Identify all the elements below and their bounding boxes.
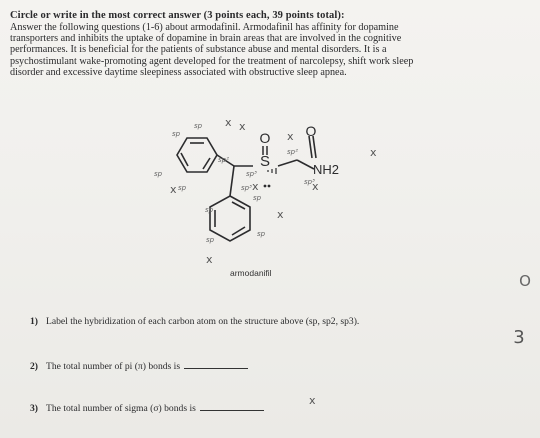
svg-text:sp: sp <box>154 170 163 178</box>
svg-text:sp: sp <box>178 184 187 192</box>
svg-text:x: x <box>206 253 213 266</box>
svg-text:x: x <box>277 208 284 221</box>
svg-text:x: x <box>225 116 232 129</box>
answer-blank[interactable] <box>184 360 248 369</box>
question-3 <box>30 402 264 414</box>
question-text: The total number of sigma (σ) bonds is <box>46 403 196 414</box>
upper-benzene-ring <box>177 138 217 172</box>
svg-text:x: x <box>312 180 319 193</box>
svg-text:x: x <box>309 394 316 407</box>
svg-text:sp: sp <box>194 122 203 130</box>
lone-pair-dot <box>268 185 271 188</box>
sulfoxide-oxygen-label: O <box>259 130 271 146</box>
intro-line: psychostimulant wake-promoting agent developed for the treatment of narcolepsy, shift work sleep <box>10 55 414 67</box>
svg-text:sp: sp <box>206 236 215 244</box>
svg-text:sp²: sp² <box>287 148 298 156</box>
question-number: 1) <box>30 316 38 327</box>
instructions-heading: Circle or write in the most correct answer (3 points each, 39 points total): <box>10 10 345 21</box>
lone-pair-dot <box>264 185 267 188</box>
svg-text:x: x <box>252 180 259 193</box>
svg-text:x: x <box>370 146 377 159</box>
lower-benzene-ring <box>210 196 250 241</box>
svg-text:sp: sp <box>257 230 266 238</box>
svg-text:x: x <box>170 183 177 196</box>
carbonyl-oxygen-label: O <box>305 123 317 139</box>
sulfur-atom-label: S <box>259 153 271 170</box>
svg-text:sp³: sp³ <box>246 170 257 178</box>
svg-text:sp²: sp² <box>218 156 229 164</box>
svg-text:x: x <box>239 120 246 133</box>
answer-blank[interactable] <box>200 402 264 411</box>
svg-text:sp: sp <box>205 206 214 214</box>
question-2 <box>30 360 248 372</box>
intro-line: performances. It is beneficial for the patients of substance abuse and mental disorders. It is a <box>10 44 387 56</box>
margin-handwritten-mark: 3 <box>513 327 525 348</box>
intro-line: transporters and inhibits the uptake of dopamine in brain areas that are involved in the cognitive <box>10 33 402 45</box>
question-text: The total number of pi (π) bonds is <box>46 361 181 372</box>
margin-handwritten-mark: O <box>519 272 531 290</box>
svg-text:sp³: sp³ <box>241 184 252 192</box>
intro-line: disorder and excessive daytime sleepiness associated with obstructive sleep apnea. <box>10 66 347 78</box>
question-text: Label the hybridization of each carbon atom on the structure above (sp, sp2, sp3). <box>46 316 360 327</box>
question-1 <box>30 316 359 327</box>
svg-text:sp³: sp³ <box>304 178 315 186</box>
question-number: 3) <box>30 403 38 414</box>
question-number: 2) <box>30 361 38 372</box>
svg-text:sp: sp <box>172 130 181 138</box>
amine-group-label: NH2 <box>313 162 340 177</box>
svg-text:x: x <box>287 130 294 143</box>
molecule-caption: armodanifil <box>230 268 272 278</box>
svg-text:sp: sp <box>253 194 262 202</box>
intro-line: Answer the following questions (1-6) about armodafinil. Armodafinil has affinity for dopamine <box>10 22 399 33</box>
